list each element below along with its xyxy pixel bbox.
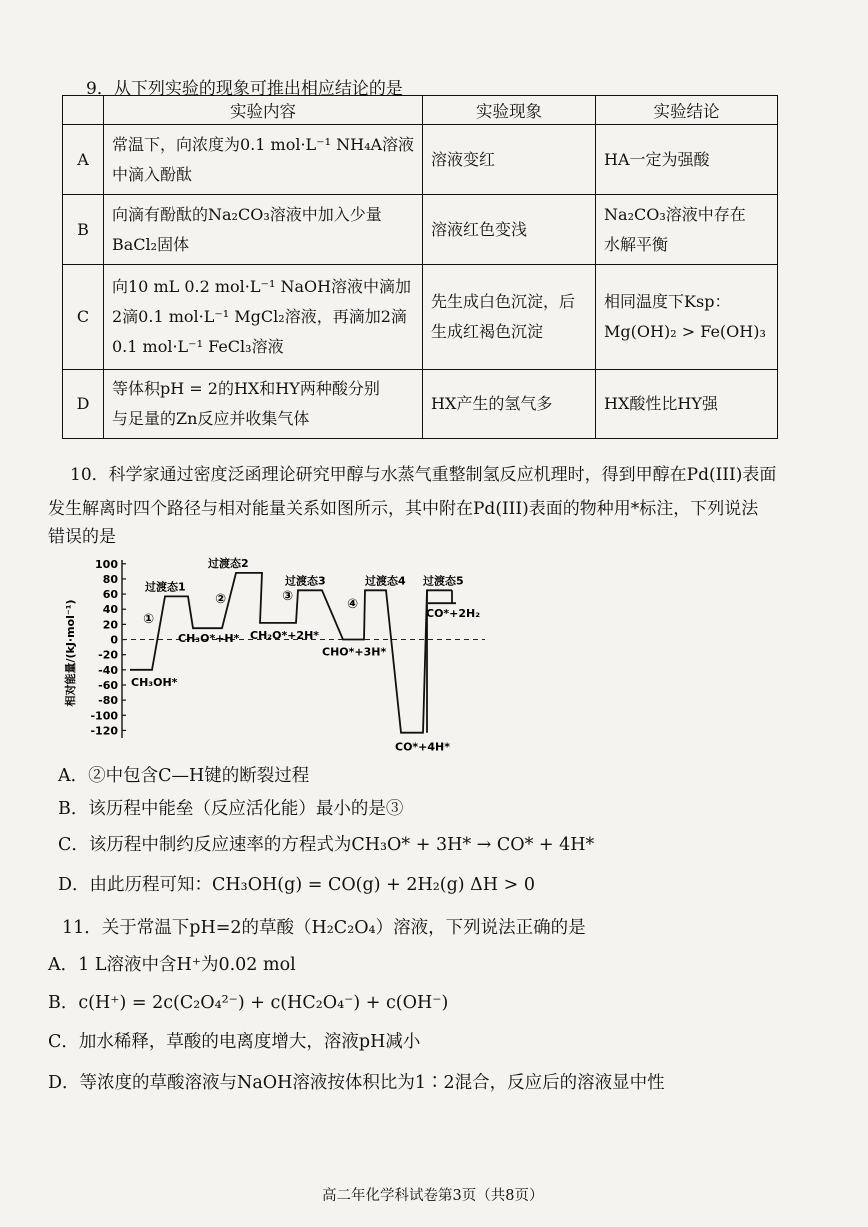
y-tick-label: 20	[102, 618, 118, 632]
q10-stem-line-2: 发生解离时四个路径与相对能量关系如图所示，其中附在Pd(III)表面的物种用*标注，下列说法	[48, 499, 759, 519]
row-content: 向滴有酚酞的Na₂CO₃溶液中加入少量 BaCl₂固体	[104, 195, 423, 265]
state-label: 过渡态5	[423, 574, 464, 588]
table-row	[63, 195, 778, 265]
row-phenomenon: HX产生的氢气多	[423, 370, 596, 439]
row-label: D	[63, 370, 104, 439]
q11-option-b[interactable]: B．c(H⁺) = 2c(C₂O₄²⁻) + c(HC₂O₄⁻) + c(OH⁻)	[48, 993, 449, 1013]
state-label: 过渡态4	[365, 574, 406, 588]
y-tick-label: -100	[90, 709, 118, 723]
state-label: CO*+2H₂	[426, 607, 481, 621]
q11-option-c[interactable]: C．加水稀释，草酸的电离度增大，溶液pH减小	[48, 1032, 421, 1052]
y-tick-label: 40	[102, 603, 118, 617]
state-label: CH₃O*+H*	[178, 632, 240, 646]
state-label: 过渡态2	[208, 556, 249, 570]
step-label: ①	[143, 612, 155, 627]
state-label: 过渡态3	[285, 574, 326, 588]
table-row	[63, 265, 778, 370]
q10-option-a[interactable]: A．②中包含C—H键的断裂过程	[58, 766, 310, 786]
row-conclusion: 相同温度下Ksp： Mg(OH)₂ > Fe(OH)₃	[596, 265, 778, 370]
header-blank	[63, 96, 104, 125]
q11-option-d[interactable]: D．等浓度的草酸溶液与NaOH溶液按体积比为1∶2混合，反应后的溶液显中性	[48, 1073, 665, 1093]
y-tick-label: 60	[102, 588, 118, 602]
q9-stem: 9．从下列实验的现象可推出相应结论的是	[86, 79, 403, 99]
table-row	[63, 125, 778, 195]
y-tick-label: -40	[98, 663, 118, 677]
y-tick-label: 80	[102, 572, 118, 586]
state-label: 过渡态1	[145, 580, 186, 594]
row-label: B	[63, 195, 104, 265]
state-label: CH₃OH*	[131, 675, 178, 689]
energy-profile-chart	[60, 548, 490, 758]
table-header-row	[63, 96, 778, 125]
row-label: A	[63, 125, 104, 195]
q10-option-b[interactable]: B．该历程中能垒（反应活化能）最小的是③	[58, 799, 404, 819]
step-label: ④	[347, 597, 359, 612]
row-conclusion: HA一定为强酸	[596, 125, 778, 195]
state-label: CH₂O*+2H*	[250, 628, 320, 642]
y-tick-label: 0	[110, 633, 118, 647]
q10-stem-line-3: 错误的是	[48, 527, 116, 547]
y-axis-label: 相对能量/(kJ·mol⁻¹)	[64, 599, 77, 707]
header-phenomenon: 实验现象	[423, 96, 596, 125]
row-phenomenon: 溶液变红	[423, 125, 596, 195]
row-label: C	[63, 265, 104, 370]
y-tick-label: -80	[98, 694, 118, 708]
row-conclusion: Na₂CO₃溶液中存在 水解平衡	[596, 195, 778, 265]
page-footer: 高二年化学科试卷第3页（共8页）	[322, 1188, 544, 1204]
q10-option-d[interactable]: D．由此历程可知：CH₃OH(g) = CO(g) + 2H₂(g) ΔH > 0	[58, 875, 535, 895]
q10-stem-line-1: 10．科学家通过密度泛函理论研究甲醇与水蒸气重整制氢反应机理时，得到甲醇在Pd(III)表面	[70, 465, 777, 485]
row-phenomenon: 先生成白色沉淀，后 生成红褐色沉淀	[423, 265, 596, 370]
header-conclusion: 实验结论	[596, 96, 778, 125]
q11-option-a[interactable]: A．1 L溶液中含H⁺为0.02 mol	[48, 955, 296, 975]
y-tick-label: 100	[95, 557, 118, 571]
row-content: 向10 mL 0.2 mol·L⁻¹ NaOH溶液中滴加 2滴0.1 mol·L⁻¹ MgCl₂溶液，再滴加2滴 0.1 mol·L⁻¹ FeCl₃溶液	[104, 265, 423, 370]
row-content: 等体积pH = 2的HX和HY两种酸分别 与足量的Zn反应并收集气体	[104, 370, 423, 439]
state-label: CHO*+3H*	[322, 645, 387, 659]
step-label: ②	[215, 592, 227, 607]
y-tick-label: -20	[98, 648, 118, 662]
header-content: 实验内容	[104, 96, 423, 125]
table-row	[63, 370, 778, 439]
row-phenomenon: 溶液红色变浅	[423, 195, 596, 265]
y-tick-label: -60	[98, 678, 118, 692]
row-conclusion: HX酸性比HY强	[596, 370, 778, 439]
state-label: CO*+4H*	[395, 740, 451, 754]
row-content: 常温下，向浓度为0.1 mol·L⁻¹ NH₄A溶液 中滴入酚酞	[104, 125, 423, 195]
step-label: ③	[282, 589, 294, 604]
q10-option-c[interactable]: C．该历程中制约反应速率的方程式为CH₃O* + 3H* → CO* + 4H*	[58, 835, 595, 855]
q11-stem: 11．关于常温下pH=2的草酸（H₂C₂O₄）溶液，下列说法正确的是	[62, 918, 586, 938]
experiment-table	[62, 95, 778, 439]
y-tick-label: -120	[90, 724, 118, 738]
